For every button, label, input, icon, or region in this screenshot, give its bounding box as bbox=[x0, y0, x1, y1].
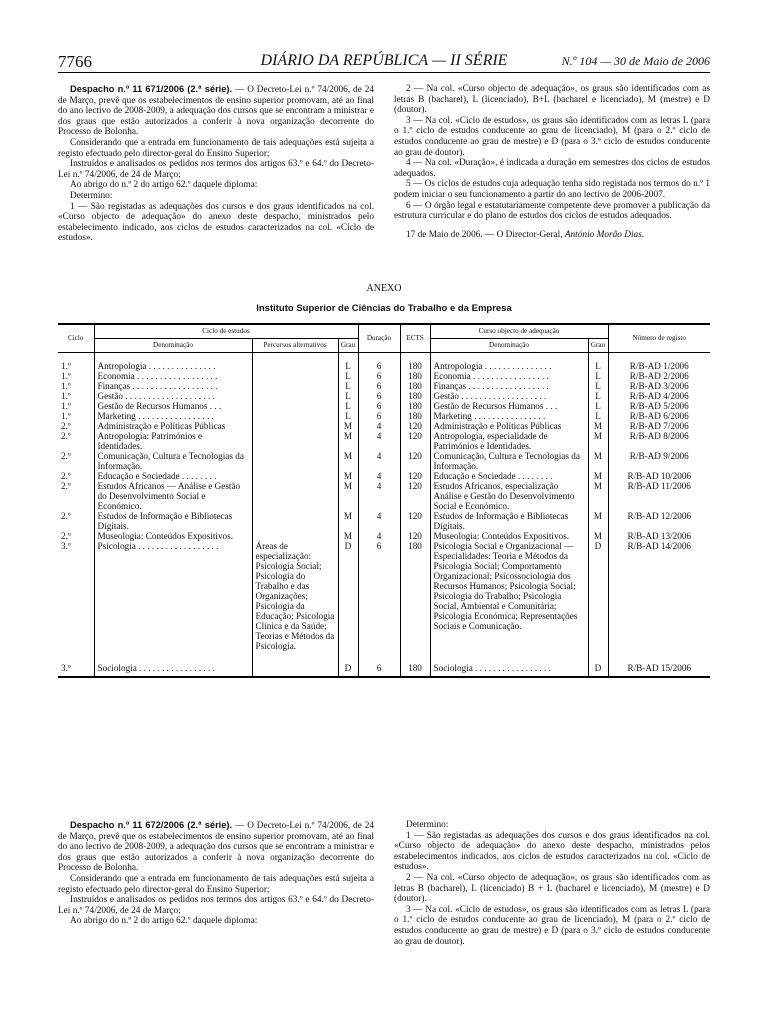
despacho2-p8: 3 — Na col. «Ciclo de estudos», os graus são identificados com as letras L (para o 1.º ciclo de estudos conducente ao grau de licenciado), M (para o 2.º ciclo de estudos conducente ao grau de mestre) e D (para o 3.º ciclo de estudos conducente ao grau de doutor). bbox=[394, 904, 710, 947]
header-denominacao2: Denominação bbox=[430, 339, 588, 353]
table-row: 1.º Marketing . . . . . . . . . . . . . . . . . L 6 180 Marketing . . . . . . . . . . . . . . . . L R/B-AD 6/2006 bbox=[58, 411, 710, 421]
despacho1-p9: 4 — Na col. «Duração», é indicada a duração em semestres dos ciclos de estudos adequados. bbox=[394, 158, 710, 179]
table-row: 1.º Gestão de Recursos Humanos . . . L 6 180 Gestão de Recursos Humanos . . . L R/B-AD 5/2006 bbox=[58, 401, 710, 411]
header-grau: Grau bbox=[338, 339, 358, 353]
despacho1-p6: 1 — São registadas as adequações dos cursos e dos graus identificados na col. «Curso objecto de adequação» do anexo deste despacho, ministrados pelo estabelecimento indicado, aos ciclos de estudos caracterizados na col. «Ciclo de estudos». bbox=[58, 201, 374, 244]
despacho2-p4: Ao abrigo do n.º 2 do artigo 62.º daquele diploma: bbox=[70, 916, 258, 927]
despacho1-right-column bbox=[394, 84, 710, 240]
page-header bbox=[58, 48, 710, 73]
table-row: 2.º Estudos Africanos — Análise e Gestão do Desenvolvimento Social e Económico. M 4 120 Estudos Africanos, especialização Análise e Gestão do Desenvolvimento Social e Económico. M R/B-AD 11/2006 bbox=[58, 481, 710, 511]
table-row: 2.º Estudos de Informação e Bibliotecas Digitais. M 4 120 Estudos de Informação e Bibliotecas Digitais. M R/B-AD 12/2006 bbox=[58, 511, 710, 531]
header-ciclo: Ciclo bbox=[58, 324, 94, 353]
table-row: 1.º Finanças . . . . . . . . . . . . . . . . . . . L 6 180 Finanças . . . . . . . . . . . . . . . . . . L R/B-AD 3/2006 bbox=[58, 381, 710, 391]
table-row: 1.º Gestão . . . . . . . . . . . . . . . . . . . . L 6 180 Gestão . . . . . . . . . . . . . . . . . . . L R/B-AD 4/2006 bbox=[58, 391, 710, 401]
page-number: 7766 bbox=[58, 52, 92, 71]
table-row: 3.º Sociologia . . . . . . . . . . . . . . . . . D 6 180 Sociologia . . . . . . . . . . . . . . . . . D R/B-AD 15/2006 bbox=[58, 663, 710, 677]
table-row: 1.º Economia . . . . . . . . . . . . . . . . . . L 6 180 Economia . . . . . . . . . . . . . . . . . L R/B-AD 2/2006 bbox=[58, 371, 710, 381]
header-registo: Número de registo bbox=[608, 324, 710, 353]
despacho1-intro: Despacho n.º 11 671/2006 (2.ª série). — O Decreto-Lei n.º 74/2006, de 24 de Março, prevê que os estabelecimentos de ensino superior promovam, até ao final do ano lectivo de 2008-2009, a adequação dos cursos que se encontram a ministrar e dos graus que estão autorizados a conferir à nova organização decorrente do Processo de Bolonha. bbox=[58, 84, 374, 138]
header-duracao: Duração bbox=[358, 324, 400, 353]
despacho1-p3: Instruídos e analisados os pedidos nos termos dos artigos 63.º e 64.º do Decreto-Lei n.º 74/2006, de 24 de Março; bbox=[58, 159, 374, 180]
despacho2-p7: 2 — Na col. «Curso objecto de adequação», os graus são identificados com as letras B (bacharel), L (licenciado) B + L (bacharel e licenciado), M (mestre) e D (doutor). bbox=[394, 872, 710, 905]
despacho2-intro: Despacho n.º 11 672/2006 (2.ª série). — O Decreto-Lei n.º 74/2006, de 24 de Março, prevê que os estabelecimentos de ensino superior promovam, até ao final do ano lectivo de 2008-2009, a adequação dos cursos que se encontram a ministrar e dos graus que estão autorizados a conferir à nova organização decorrente do Processo de Bolonha. bbox=[58, 820, 374, 874]
annex-institution: Instituto Superior de Ciências do Trabalho e da Empresa bbox=[256, 303, 512, 314]
table-row: 2.º Comunicação, Cultura e Tecnologias da Informação. M 4 120 Comunicação, Cultura e Tecnologias da Informação. M R/B-AD 9/2006 bbox=[58, 451, 710, 471]
table-row: 3.º Psicologia . . . . . . . . . . . . . . . . . . Áreas de especialização: Psicologia Social; Psicologia do Trabalho e das Organizações; Psicologia da Educação; Psicologia Clínica e da Saúde; Teorias e Métodos da Psicologia. D 6 180 Psicologia Social e Organizacional — Especialidades: Teoria e Métodos da Psicologia Social; Comportamento Organizacional; Psicossociologia dos Recursos Humanos; Psicologia Social; Psicologia do Trabalho; Psicologia Social, Ambiental e Comunitária; Psicologia Económica; Representações Sociais e Comunicação. D R/B-AD 14/2006 bbox=[58, 541, 710, 651]
despacho2-p2: Considerando que a entrada em funcionamento de tais adequações está sujeita a registo efectuado pelo director-geral do Ensino Superior; bbox=[58, 873, 374, 895]
despacho1-p8: 3 — Na col. «Ciclo de estudos», os graus são identificados com as letras L (para o 1.º ciclo de estudos conducente ao grau de licenciado), M (para o 2.º ciclo de estudos conducente ao grau de mestre) e D (para o 3.º ciclo de estudos conducente ao grau de doutor). bbox=[394, 115, 710, 158]
despacho2-right-column bbox=[394, 820, 710, 947]
despacho1-p11: 6 — O órgão legal e estatutariamente competente deve promover a publicação da estrutura curricular e do plano de estudos dos ciclos de estudos adequados. bbox=[394, 200, 710, 222]
journal-title: DIÁRIO DA REPÚBLICA — II SÉRIE bbox=[260, 52, 508, 69]
table-row: 2.º Antropologia: Patrimónios e Identidades. M 4 120 Antropologia, especialidade de Patrimónios e Identidades. M R/B-AD 8/2006 bbox=[58, 431, 710, 451]
table-spacer-row bbox=[58, 651, 710, 663]
table-row: 2.º Administração e Políticas Públicas M 4 120 Administração e Políticas Públicas M R/B-AD 7/2006 bbox=[58, 421, 710, 431]
despacho2-p6: 1 — São registadas as adequações dos cursos e dos graus identificados na col. «Curso objecto de adequação» do anexo deste despacho, ministrados pelos estabelecimentos indicados, aos ciclos de estudos caracterizados na col. «Ciclo de estudos». bbox=[394, 830, 710, 873]
despacho1-p7: 2 — Na col. «Curso objecto de adequação», os graus são identificados com as letras B (bacharel), L (licenciado), B+L (bacharel e licenciado), M (mestre) e D (doutor). bbox=[394, 84, 710, 116]
despacho1-p2: Considerando que a entrada em funcionamento de tais adequações está sujeita a registo efectuado pelo director-geral do Ensino Superior; bbox=[58, 137, 374, 159]
header-ciclo-estudos: Ciclo de estudos bbox=[94, 324, 358, 339]
despacho2-title: Despacho n.º 11 672/2006 (2.ª série). bbox=[70, 820, 233, 830]
issue-date: N.º 104 — 30 de Maio de 2006 bbox=[561, 54, 710, 68]
despacho1-p10: 5 — Os ciclos de estudos cuja adequação tenha sido registada nos termos do n.º 1 podem iniciar o seu funcionamento a partir do ano lectivo de 2006-2007. bbox=[394, 179, 710, 200]
table-row: 2.º Educação e Sociedade . . . . . . . . M 4 120 Educação e Sociedade . . . . . . . . M R/B-AD 10/2006 bbox=[58, 471, 710, 481]
despacho1-p5: Determino: bbox=[70, 190, 113, 201]
despacho1-signature: 17 de Maio de 2006. — O Director-Geral, António Morão Dias. bbox=[406, 229, 645, 240]
despacho2-left-column bbox=[58, 820, 374, 927]
despacho1-left-column bbox=[58, 84, 374, 244]
annex-table bbox=[58, 323, 710, 678]
header-grau2: Grau bbox=[588, 339, 608, 353]
annex-label: ANEXO bbox=[366, 283, 402, 294]
despacho1-title: Despacho n.º 11 671/2006 (2.ª série). bbox=[70, 84, 233, 94]
despacho2-p5: Determino: bbox=[406, 820, 449, 830]
header-curso-objecto: Curso objecto de adequação bbox=[430, 324, 608, 339]
header-percursos: Percursos alternativos bbox=[252, 339, 338, 353]
header-ects: ECTS bbox=[400, 324, 430, 353]
despacho1-p4: Ao abrigo do n.º 2 do artigo 62.º daquele diploma: bbox=[70, 180, 258, 191]
table-row: 1.º Antropologia . . . . . . . . . . . . . . . L 6 180 Antropologia . . . . . . . . . . . . . . . L R/B-AD 1/2006 bbox=[58, 353, 710, 372]
header-denominacao: Denominação bbox=[94, 339, 252, 353]
despacho2-p3: Instruídos e analisados os pedidos nos termos dos artigos 63.º e 64.º do Decreto-Lei n.º 74/2006, de 24 de Março; bbox=[58, 895, 374, 916]
table-row: 2.º Museologia: Conteúdos Expositivos. M 4 120 Museologia: Conteúdos Expositivos. M R/B-AD 13/2006 bbox=[58, 531, 710, 541]
